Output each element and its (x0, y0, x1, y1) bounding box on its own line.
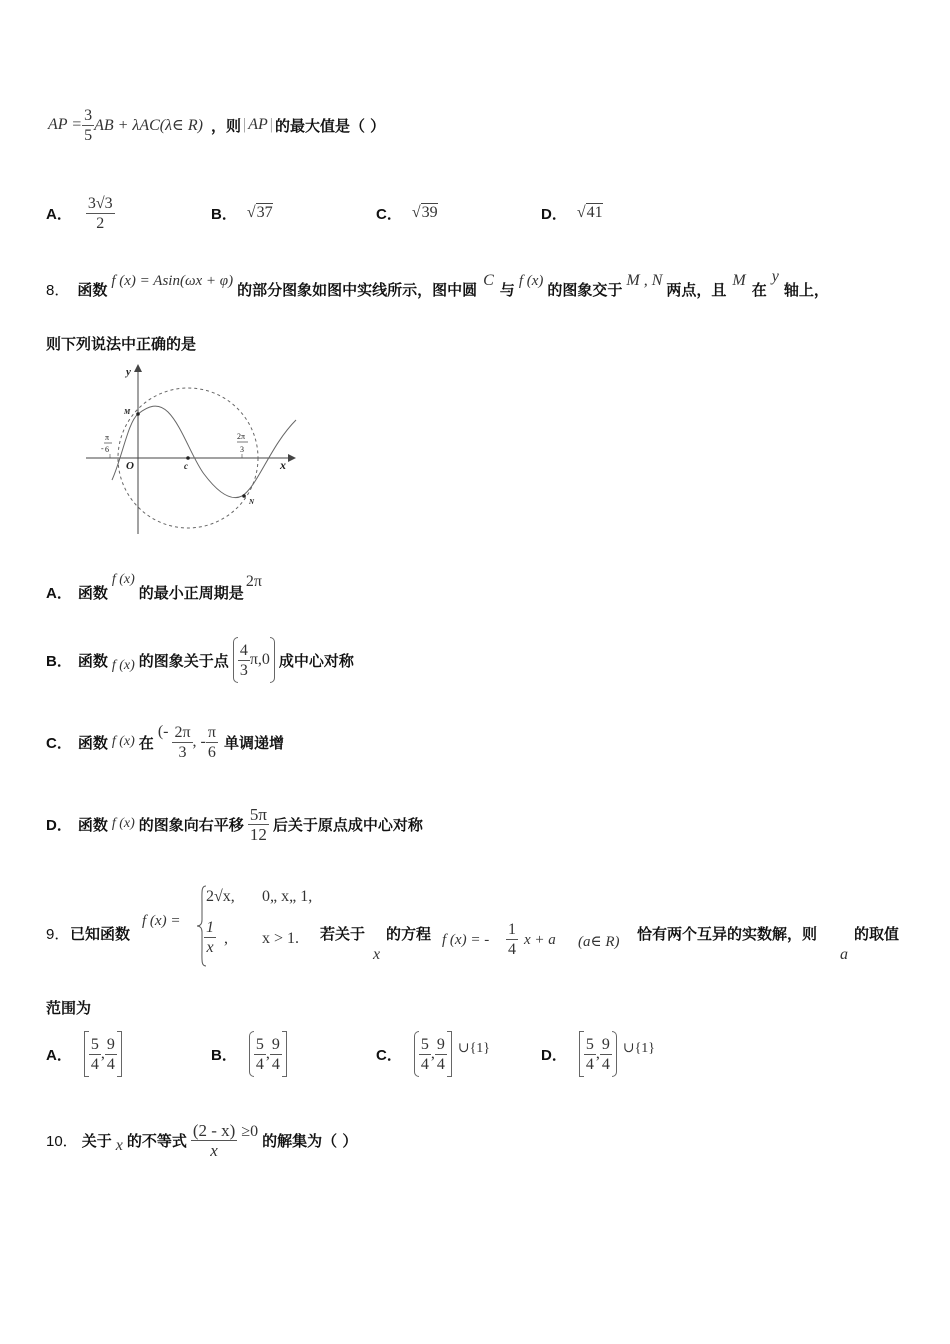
q7-option-b-value: 37 (256, 204, 273, 221)
q9-option-d[interactable]: D． $\frac{5}{4}$ , $\frac{9}{4}$ ∪{1} (541, 1028, 655, 1080)
q7-then: ，则 (210, 116, 241, 135)
q9-option-b[interactable]: B． $\frac{5}{4}$ , $\frac{9}{4}$ (211, 1028, 287, 1080)
two-pi-num: 2π (237, 432, 246, 441)
q8-option-c[interactable]: C． 函数 f (x) 在 (- $\frac{2\pi}{3}$ , - $\frac{\pi}{6}$ 单调递增 (46, 723, 284, 761)
q8-option-b[interactable]: B． 函数 f (x) 的图象关于点 $\frac{4}{3}$ π,0 成中心对称 (46, 634, 354, 686)
q7-condition: AP = $\frac{3}{5}$ AB + λAC(λ∈ R) ，则 | AP | 的最大值是（ ） (48, 106, 386, 144)
q9-stem-line2: 范围为 (46, 999, 92, 1017)
n-label: N (249, 498, 255, 506)
neg-pi-sign: - (101, 444, 104, 453)
q7-eq-left: AP = (48, 116, 83, 133)
q8-number: 8． (46, 281, 70, 299)
q8-option-b-fraction: $\frac{4}{3}$ (239, 641, 248, 679)
q8-option-d[interactable]: D． 函数 f (x) 的图象向右平移 $\frac{5\pi}{12}$ 后关于原点成中心对称 (46, 804, 423, 844)
q10-stem: 10． 关于 x 的不等式 $\frac{(2 - x)}{x}$ ≥0 的解集为（ ） (46, 1120, 358, 1160)
q9-stem-line1: 9． 已知函数 f (x) = 2√x, 0„ x„ 1, $\frac{1}{x}$ , x > 1. 若关于 x 的方程 f (x) = - $\frac{1}{4}$ x + a (a∈ R) 恰有两个互异的实数解，则 a 的取值 (46, 880, 926, 970)
q7-fraction: $\frac{3}{5}$ (84, 106, 93, 144)
q9-option-c[interactable]: C． $\frac{5}{4}$ , $\frac{9}{4}$ ∪{1} (376, 1028, 490, 1080)
q7-question: 的最大值是（ ） (274, 116, 386, 135)
x-axis-arrow-icon (288, 454, 296, 462)
q7-option-a[interactable]: A． $\frac{3√3}{2}$ (46, 194, 113, 232)
q7-option-d[interactable]: D． √41 (541, 204, 603, 223)
two-pi-den: 3 (240, 445, 244, 454)
q7-option-a-value: $\frac{3√3}{2}$ (87, 194, 113, 232)
q7-eq-right: AB + λAC(λ∈ R) (94, 117, 203, 134)
c-label: c (184, 461, 188, 471)
q8-option-a[interactable]: A． 函数 f (x) 的最小正周期是 2π (46, 572, 262, 602)
x-axis-label: x (280, 458, 286, 472)
q8-stem-line1: 8． 函数 f (x) = Asin(ωx + φ) 的部分图象如图中实线所示，图中圆 C 与 f (x) 的图象交于 M , N 两点，且 M 在 y 轴上， (46, 268, 829, 299)
q7-options (46, 188, 666, 238)
m-label: M (124, 408, 131, 416)
q10-fraction: $\frac{(2 - x)}{x}$ (192, 1120, 236, 1160)
point-n (242, 494, 246, 498)
q9-option-a[interactable]: A． $\frac{5}{4}$ , $\frac{9}{4}$ (46, 1028, 122, 1080)
q8-option-a-value: 2π (245, 573, 262, 590)
point-c (186, 456, 190, 460)
point-m (136, 412, 140, 416)
origin-label: O (126, 460, 134, 472)
neg-pi-num: π (105, 433, 110, 442)
neg-pi-den: 6 (105, 445, 109, 454)
q9-options (46, 1028, 706, 1080)
q8-stem-line2: 则下列说法中正确的是 (46, 335, 197, 353)
q7-option-d-value: 41 (586, 204, 603, 221)
q7-option-b[interactable]: B． √37 (211, 204, 273, 223)
y-axis-arrow-icon (134, 364, 142, 372)
q7-option-c-value: 39 (421, 204, 438, 221)
q10-number: 10． (46, 1132, 78, 1150)
q8-function: f (x) = Asin(ωx + φ) (111, 272, 234, 289)
sine-curve (112, 406, 296, 498)
q8-option-d-fraction: $\frac{5\pi}{12}$ (249, 804, 267, 844)
q9-number: 9． (46, 926, 70, 943)
q8-graph (82, 362, 304, 540)
q7-option-c[interactable]: C． √39 (376, 204, 438, 223)
y-axis-label: y (126, 366, 131, 378)
q7-abs-expr: AP (248, 116, 268, 133)
